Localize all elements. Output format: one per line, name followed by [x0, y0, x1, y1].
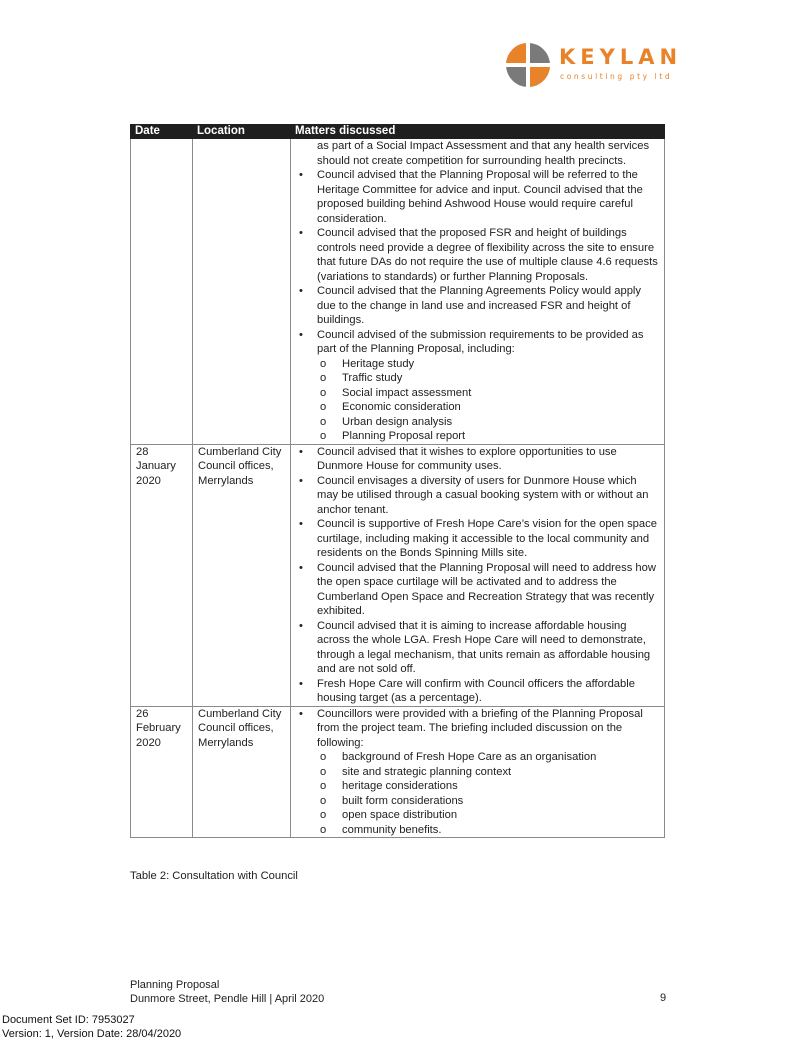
- table-row: [131, 444, 665, 706]
- sub-list-item: [317, 400, 659, 415]
- consultation-table: [130, 124, 665, 838]
- cell-matters: [291, 706, 665, 838]
- matters-item-text: Fresh Hope Care will confirm with Council officers the affordable housing target (as a percentage).: [317, 678, 635, 705]
- keylan-logo: [503, 40, 683, 90]
- bullet-icon: •: [299, 707, 303, 722]
- matters-item-text: Council advised that the Planning Proposal will need to address how the open space curtilage will be activated and to address the Cumberland Open Space and Recreation Strategy that was recently exhibited.: [317, 562, 656, 618]
- cell-date: [131, 139, 193, 445]
- logo-brand: KEYLAN: [559, 45, 682, 69]
- header-date: Date: [131, 125, 193, 139]
- circle-bullet-icon: o: [320, 357, 326, 372]
- bullet-icon: •: [299, 284, 303, 299]
- matters-item-text: Council advised of the submission requirements to be provided as part of the Planning Proposal, including:: [317, 329, 643, 356]
- bullet-icon: •: [299, 226, 303, 241]
- circle-bullet-icon: o: [320, 765, 326, 780]
- sub-list-item: [317, 823, 659, 838]
- sub-list-item: [317, 429, 659, 444]
- sub-list-item-text: built form considerations: [342, 795, 463, 807]
- circle-bullet-icon: o: [320, 823, 326, 838]
- cell-date: 28 January 2020: [131, 444, 193, 706]
- footer: [130, 979, 324, 1006]
- cell-location: Cumberland City Council offices, Merrylands: [193, 444, 291, 706]
- matters-item-text: Council advised that it is aiming to increase affordable housing across the whole LGA. Fresh Hope Care will need to demonstrate, through a legal mechanism, that units remain as affordable housing and are not sold off.: [317, 620, 650, 676]
- circle-bullet-icon: o: [320, 429, 326, 444]
- matters-item: [296, 474, 659, 518]
- sub-list-item: [317, 765, 659, 780]
- document-version: Version: 1, Version Date: 28/04/2020: [2, 1028, 181, 1041]
- matters-list: [296, 707, 659, 838]
- sub-list: [317, 357, 659, 444]
- sub-list-item: [317, 808, 659, 823]
- bullet-icon: •: [299, 677, 303, 692]
- document-set-info: [2, 1014, 181, 1041]
- circle-bullet-icon: o: [320, 415, 326, 430]
- circle-bullet-icon: o: [320, 808, 326, 823]
- bullet-icon: •: [299, 619, 303, 634]
- matters-item-text: Council advised that the Planning Proposal will be referred to the Heritage Committee for advice and input. Council advised that the proposed building behind Ashwood House would require careful consideration.: [317, 169, 643, 225]
- cell-matters: [291, 139, 665, 445]
- matters-item: [296, 445, 659, 474]
- sub-list-item-text: community benefits.: [342, 824, 442, 836]
- circle-bullet-icon: o: [320, 779, 326, 794]
- matters-item: [296, 677, 659, 706]
- bullet-icon: •: [299, 517, 303, 532]
- matters-item: [296, 284, 659, 328]
- circle-bullet-icon: o: [320, 386, 326, 401]
- matters-continuation: as part of a Social Impact Assessment and that any health services should not create competition for surrounding health precincts.: [296, 139, 659, 168]
- sub-list-item-text: site and strategic planning context: [342, 766, 511, 778]
- sub-list-item-text: heritage considerations: [342, 780, 458, 792]
- keylan-logo-mark: [503, 40, 553, 90]
- table-row: [131, 139, 665, 445]
- matters-item-text: Councillors were provided with a briefing of the Planning Proposal from the project team. The briefing included discussion on the following:: [317, 708, 643, 749]
- bullet-icon: •: [299, 474, 303, 489]
- matters-list: [296, 139, 659, 444]
- matters-list: [296, 445, 659, 706]
- sub-list-item-text: Economic consideration: [342, 401, 461, 413]
- page-number: 9: [660, 992, 666, 1004]
- matters-item-text: Council advised that it wishes to explore opportunities to use Dunmore House for community uses.: [317, 446, 617, 473]
- sub-list-item: [317, 794, 659, 809]
- circle-bullet-icon: o: [320, 371, 326, 386]
- matters-item: [296, 707, 659, 838]
- matters-item-text: Council envisages a diversity of users for Dunmore House which may be utilised through a casual booking system with or without an anchor tenant.: [317, 475, 648, 516]
- sub-list: [317, 750, 659, 837]
- header-matters: Matters discussed: [291, 125, 665, 139]
- table-body: [131, 139, 665, 838]
- header-location: Location: [193, 125, 291, 139]
- matters-item-text: Council advised that the Planning Agreements Policy would apply due to the change in land use and increased FSR and height of buildings.: [317, 285, 641, 326]
- circle-bullet-icon: o: [320, 794, 326, 809]
- cell-location: [193, 139, 291, 445]
- sub-list-item: [317, 415, 659, 430]
- cell-date: 26 February 2020: [131, 706, 193, 838]
- bullet-icon: •: [299, 168, 303, 183]
- footer-title: Planning Proposal: [130, 979, 324, 993]
- footer-subtitle: Dunmore Street, Pendle Hill | April 2020: [130, 993, 324, 1007]
- sub-list-item-text: Traffic study: [342, 372, 402, 384]
- matters-item: [296, 561, 659, 619]
- circle-bullet-icon: o: [320, 400, 326, 415]
- matters-item: [296, 517, 659, 561]
- table-header-row: [131, 125, 665, 139]
- matters-item-text: Council advised that the proposed FSR and height of buildings controls need provide a degree of flexibility across the site to ensure that future DAs do not require the use of multiple clause 4.6 requests (variations to standards) or further Planning Proposals.: [317, 227, 658, 283]
- sub-list-item-text: Heritage study: [342, 358, 414, 370]
- circle-bullet-icon: o: [320, 750, 326, 765]
- sub-list-item-text: open space distribution: [342, 809, 457, 821]
- cell-matters: [291, 444, 665, 706]
- table-row: [131, 706, 665, 838]
- bullet-icon: •: [299, 561, 303, 576]
- sub-list-item: [317, 371, 659, 386]
- document-set-id: Document Set ID: 7953027: [2, 1014, 181, 1028]
- sub-list-item: [317, 386, 659, 401]
- matters-item-text: Council is supportive of Fresh Hope Care’s vision for the open space curtilage, including making it accessible to the local community and residents on the Bonds Spinning Mills site.: [317, 518, 657, 559]
- sub-list-item-text: Social impact assessment: [342, 387, 471, 399]
- matters-item: [296, 226, 659, 284]
- sub-list-item-text: Urban design analysis: [342, 416, 452, 428]
- sub-list-item: [317, 779, 659, 794]
- matters-item: [296, 619, 659, 677]
- sub-list-item: [317, 750, 659, 765]
- matters-item: [296, 328, 659, 444]
- bullet-icon: •: [299, 328, 303, 343]
- cell-location: Cumberland City Council offices, Merrylands: [193, 706, 291, 838]
- bullet-icon: •: [299, 445, 303, 460]
- matters-item: [296, 168, 659, 226]
- sub-list-item: [317, 357, 659, 372]
- sub-list-item-text: Planning Proposal report: [342, 430, 465, 442]
- sub-list-item-text: background of Fresh Hope Care as an organisation: [342, 751, 596, 763]
- logo-tagline: consulting pty ltd: [560, 72, 672, 81]
- table-caption: Table 2: Consultation with Council: [130, 870, 298, 882]
